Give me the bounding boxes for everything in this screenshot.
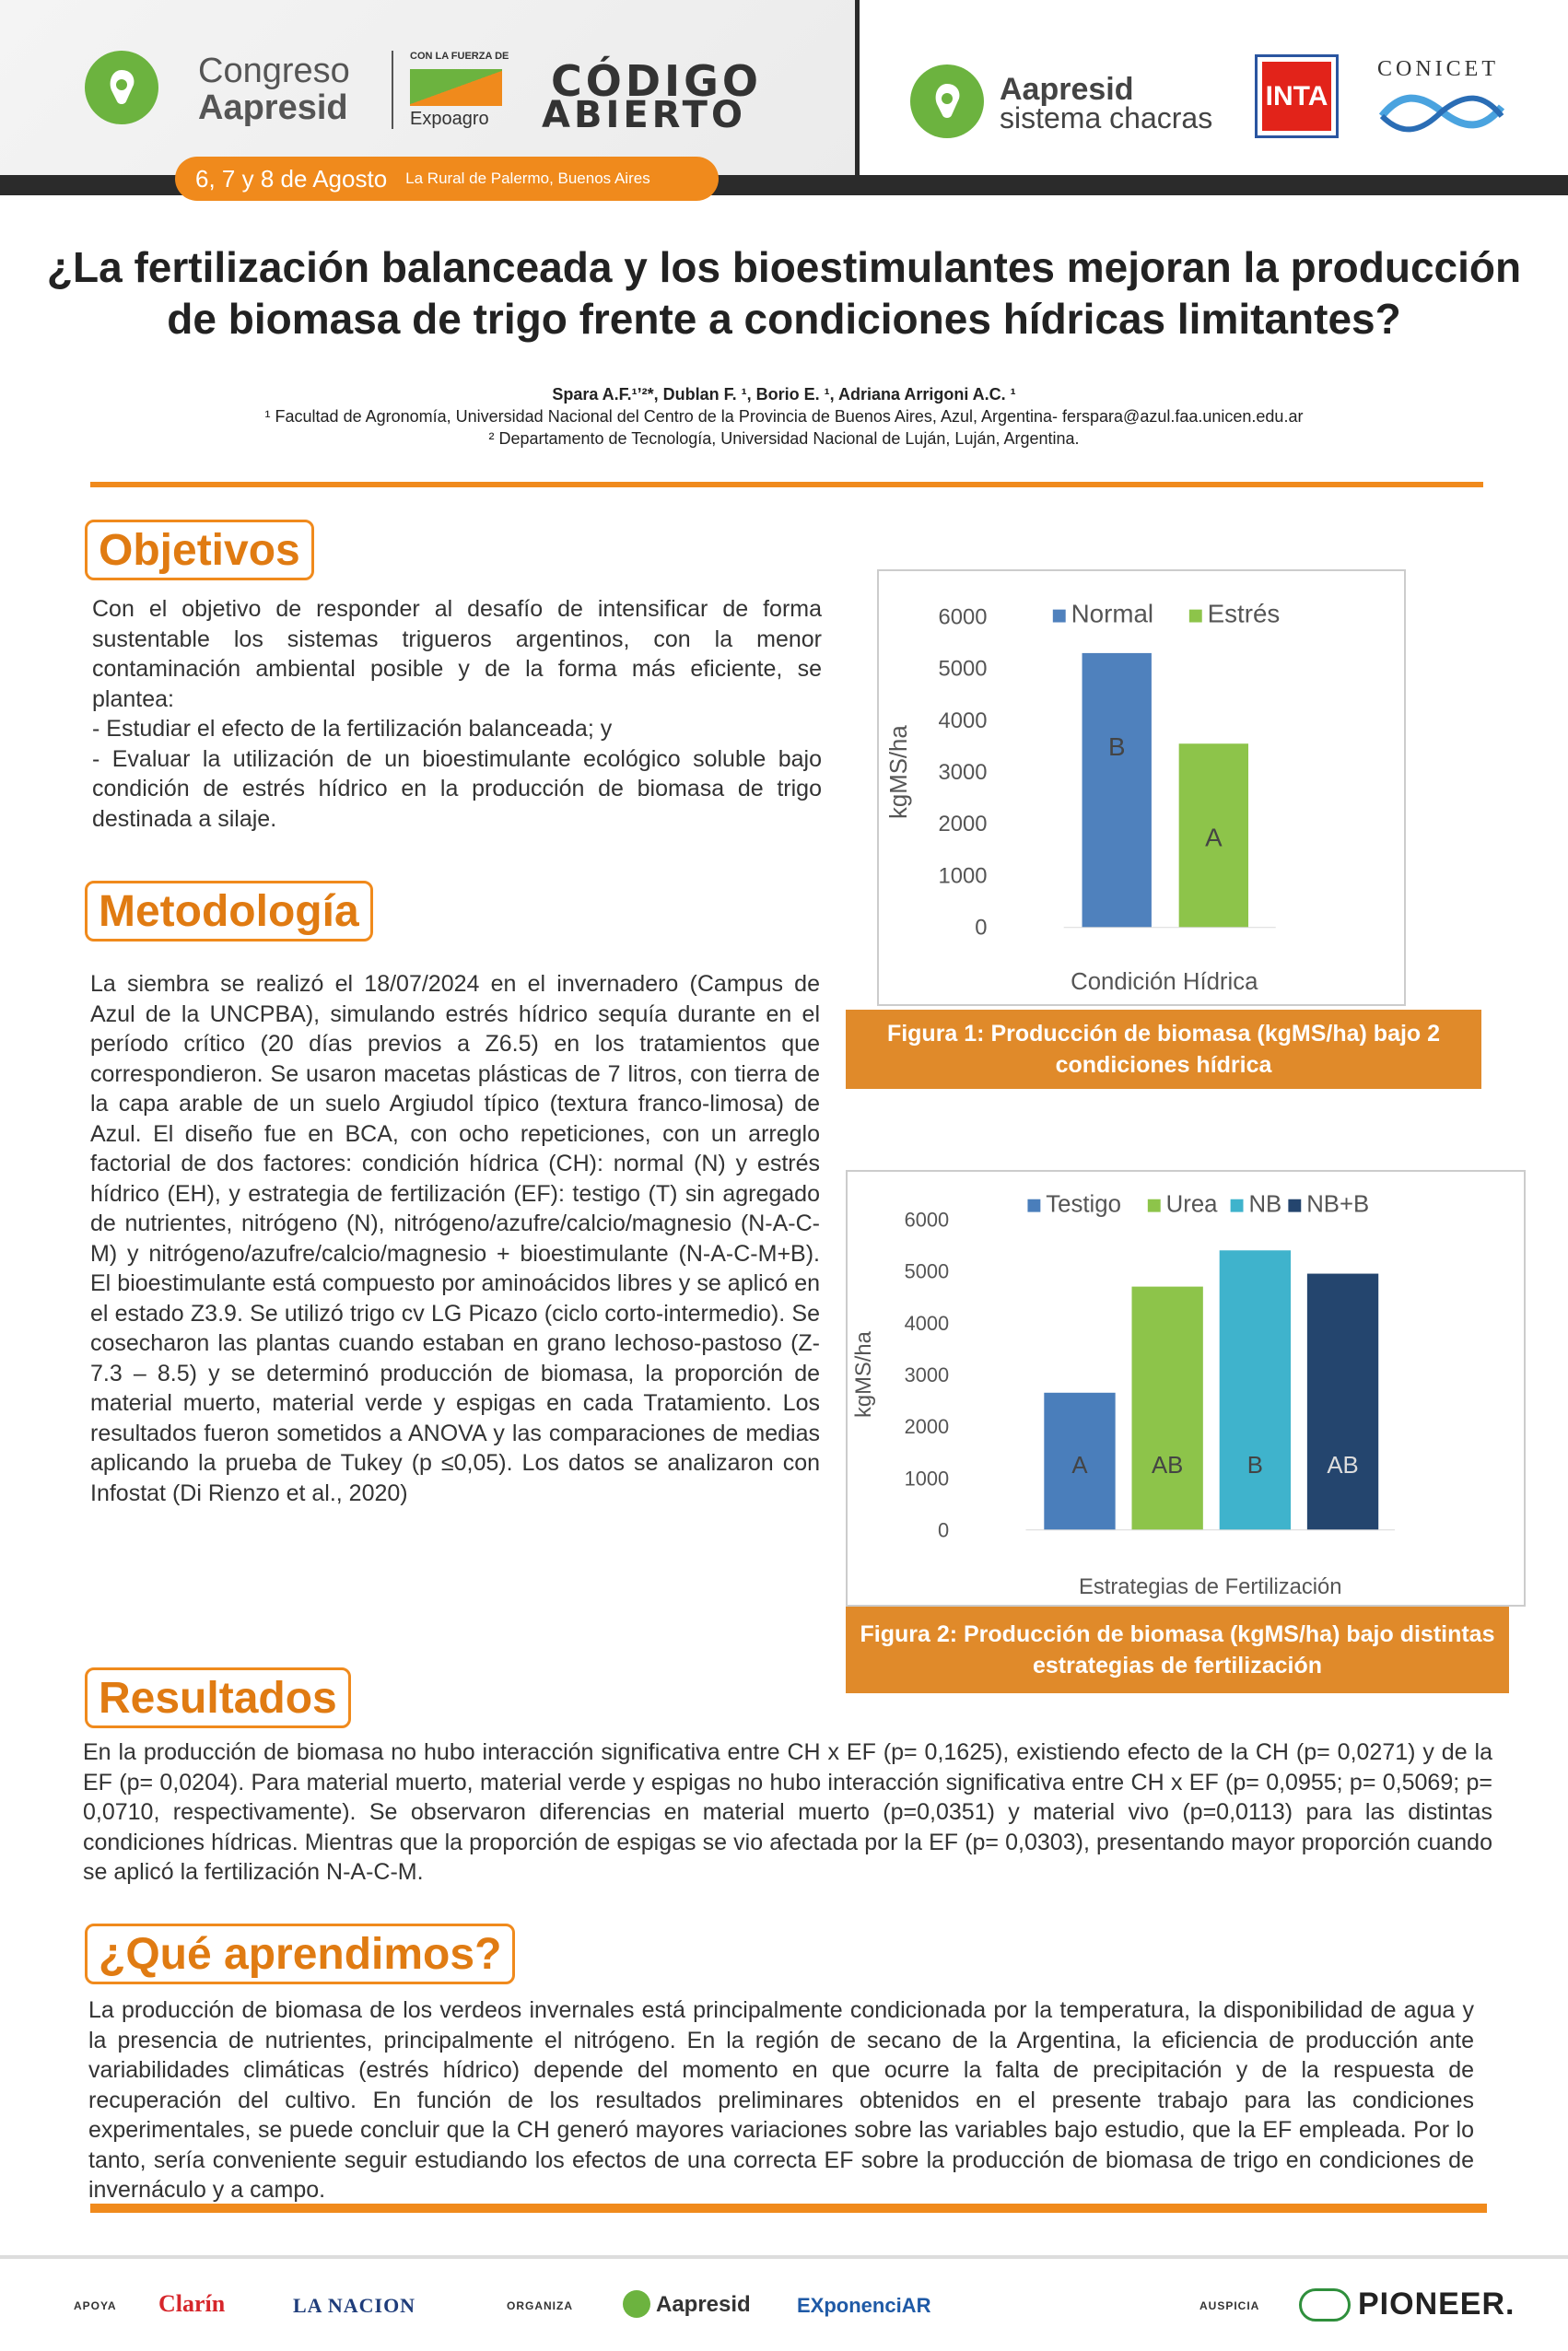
y-tick-label: 3000	[904, 1363, 950, 1387]
aapresid-line2: sistema chacras	[1000, 101, 1213, 135]
aapresid-line1: Aapresid	[1000, 72, 1134, 107]
affiliation-1: ¹ Facultad de Agronomía, Universidad Nacional del Centro de la Provincia de Buenos Aires, Azul, Argentina- ferspara@azul.faa.unicen.edu.ar	[264, 407, 1304, 426]
codigo-line2: ABIERTO	[542, 94, 746, 136]
footer-auspicia: AUSPICIA	[1199, 2299, 1260, 2312]
orange-rule-top	[90, 482, 1483, 487]
footer-aapresid-icon	[623, 2290, 650, 2318]
bar-significance-label: A	[1071, 1453, 1088, 1480]
aapresid-chacras-logo-icon	[910, 64, 984, 138]
objetivos-heading: Objetivos	[85, 520, 314, 580]
conicet-wave-icon	[1377, 88, 1506, 135]
legend-swatch	[1027, 1199, 1040, 1212]
footer-organiza: ORGANIZA	[507, 2299, 573, 2312]
header-divider	[855, 0, 860, 175]
bar-significance-label: AB	[1327, 1453, 1359, 1480]
legend-swatch	[1288, 1199, 1301, 1212]
inta-logo: INTA	[1258, 57, 1336, 135]
pioneer-icon	[1299, 2288, 1351, 2322]
title-line2: de biomasa de trigo frente a condiciones hídricas limitantes?	[167, 295, 1401, 343]
bar-significance-label: AB	[1151, 1453, 1184, 1480]
y-tick-label: 0	[938, 1518, 950, 1542]
congreso-line2: Aapresid	[198, 88, 348, 127]
y-tick-label: 6000	[904, 1208, 950, 1232]
aprendimos-text: La producción de biomasa de los verdeos invernales está principalmente condicionada por la temperatura, la disponibilidad de agua y la presencia de nutrientes, principalmente el nitrógeno. En la región de secano de la Argentina, la eficiencia de producción ante variabilidades climáticas (estrés hídrico) depende del momento en que ocurre la falta de precipitación y de la respuesta de recuperación del cultivo. En función de los resultados preliminares obtenidos en el presente trabajo para las condiciones experimentales, se puede concluir que la CH generó mayores variaciones sobre las variables bajo estudio, que la EF empleada. Por lo tanto, sería conveniente seguir estudiando los efectos de una correcta EF sobre la producción de biomasa de trigo en condiciones de invernáculo y a campo.	[88, 1997, 1474, 2203]
clarin-logo: Clarín	[158, 2290, 226, 2317]
bar	[1131, 1287, 1202, 1530]
header-separator	[392, 51, 393, 129]
exponenciar-logo: EXponenciAR	[797, 2294, 931, 2317]
bar-significance-label: A	[1205, 823, 1223, 852]
event-date: 6, 7 y 8 de Agosto	[195, 164, 388, 193]
congreso-logo-icon	[85, 51, 158, 124]
legend-swatch	[1231, 1199, 1244, 1212]
legend-label: Estrés	[1207, 599, 1281, 628]
expoagro-label: Expoagro	[410, 109, 489, 129]
codigo-line1: CÓDIGO	[551, 56, 763, 106]
resultados-heading: Resultados	[85, 1667, 351, 1728]
figure1-caption: Figura 1: Producción de biomasa (kgMS/ha) bajo 2 condiciones hídrica	[846, 1010, 1481, 1089]
legend-swatch	[1053, 610, 1066, 623]
legend-label: NB	[1248, 1191, 1282, 1218]
orange-rule-bottom	[90, 2204, 1487, 2213]
expoagro-flag-icon	[410, 69, 502, 106]
bar-significance-label: B	[1107, 731, 1126, 761]
y-tick-label: 1000	[904, 1467, 950, 1491]
y-tick-label: 5000	[938, 656, 988, 682]
congreso-line1: Congreso	[198, 52, 350, 90]
poster-title	[0, 241, 1568, 345]
y-tick-label: 3000	[938, 760, 988, 786]
title-line1: ¿La fertilización balanceada y los bioestimulantes mejoran la producción	[46, 243, 1522, 291]
pioneer-logo: PIONEER.	[1358, 2287, 1515, 2322]
event-venue: La Rural de Palermo, Buenos Aires	[405, 170, 650, 187]
y-axis-label: kgMS/ha	[850, 1331, 876, 1419]
legend-label: Testigo	[1046, 1191, 1121, 1218]
x-axis-label: Condición Hídrica	[1071, 969, 1258, 996]
aprendimos-heading: ¿Qué aprendimos?	[85, 1924, 515, 1984]
footer-aapresid: Aapresid	[656, 2292, 751, 2317]
y-tick-label: 4000	[938, 708, 988, 733]
bar	[1307, 1274, 1378, 1530]
metodologia-heading: Metodología	[85, 881, 373, 942]
y-tick-label: 2000	[938, 812, 988, 837]
figure2-caption: Figura 2: Producción de biomasa (kgMS/ha) bajo distintas estrategias de fertilización	[846, 1607, 1509, 1693]
y-tick-label: 2000	[904, 1415, 950, 1439]
lanacion-logo: LA NACION	[293, 2294, 416, 2317]
y-tick-label: 5000	[904, 1259, 950, 1283]
authors: Spara A.F.¹ʼ²*, Dublan F. ¹, Borio E. ¹, Adriana Arrigoni A.C. ¹	[552, 385, 1016, 404]
objetivos-paragraph: Con el objetivo de responder al desafío de intensificar de forma sustentable los sistemas trigueros argentinos, con la menor contaminación ambiental posible y de la forma más eficiente, se plantea:	[92, 596, 822, 712]
y-tick-label: 6000	[938, 604, 988, 630]
legend-label: Normal	[1071, 599, 1154, 628]
con-la-fuerza-label: CON LA FUERZA DE	[410, 51, 509, 62]
conicet-label: CONICET	[1377, 57, 1499, 81]
y-tick-label: 1000	[938, 863, 988, 889]
objetivos-text	[92, 594, 822, 834]
footer-apoya: APOYA	[74, 2299, 117, 2312]
metodologia-text: La siembra se realizó el 18/07/2024 en el invernadero (Campus de Azul de la UNCPBA), simulando estrés hídrico sequía durante en el período crítico (20 días previos a Z6.5) en los tratamientos que correspondieron. Se usaron macetas plásticas de 7 litros, con tierra de la capa arable de un suelo Argiudol típico (textura franco-limosa) de Azul. El diseño fue en BCA, con ocho repeticiones, con un arreglo factorial de dos factores: condición hídrica (CH): normal (N) y estrés hídrico (EH), y estrategia de fertilización (EF): testigo (T) sin agregado de nutrientes, nitrógeno (N), nitrógeno/azufre/calcio/magnesio (N-A-C-M) y nitrógeno/azufre/calcio/magnesio + bioestimulante (N-A-C-M+B). El bioestimulante está compuesto por aminoácidos libres y se aplicó en el estado Z3.9. Se utilizó trigo cv LG Picazo (ciclo corto-intermedio). Se cosecharon las plantas cuando estaban en grano lechoso-pastoso (Z-7.3 – 8.5) y se determinó producción de biomasa, la proporción de material muerto, material verde y espigas en cada Tratamiento. Los resultados fueron sometidos a ANOVA y las comparaciones de medias aplicando la prueba de Tukey (p ≤0,05). Los datos se analizaron con Infostat (Di Rienzo et al., 2020)	[90, 971, 820, 1506]
y-tick-label: 4000	[904, 1311, 950, 1335]
resultados-text: En la producción de biomasa no hubo interacción significativa entre CH x EF (p= 0,1625), existiendo efecto de la CH (p= 0,0271) y de la EF (p= 0,0204). Para material muerto, material verde y espigas no hubo interacción significativa entre CH x EF (p= 0,0955; p= 0,5069; p= 0,0710, respectivamente). Se observaron diferencias en material muerto (p=0,0351) y material vivo (p=0,0113) para las distintas condiciones hídricas. Mientras que la proporción de espigas se vio afectada por la EF (p= 0,0303), presentando mayor proporción cuando se aplicó la fertilización N-A-C-M.	[83, 1739, 1492, 1885]
bar	[1082, 653, 1152, 928]
legend-label: Urea	[1165, 1191, 1218, 1218]
bar-significance-label: B	[1246, 1453, 1263, 1480]
legend-swatch	[1189, 610, 1202, 623]
figure1-chart	[877, 569, 1406, 1006]
x-axis-label: Estrategias de Fertilización	[1079, 1574, 1342, 1600]
objetivos-bullet-1: - Estudiar el efecto de la fertilización balanceada; y	[92, 716, 613, 742]
y-axis-label: kgMS/ha	[886, 725, 913, 819]
footer-divider	[0, 2255, 1568, 2259]
event-date-pill	[175, 157, 719, 201]
y-tick-label: 0	[975, 915, 988, 941]
legend-label: NB+B	[1306, 1191, 1370, 1218]
bar	[1220, 1250, 1291, 1529]
objetivos-bullet-2: - Evaluar la utilización de un bioestimulante ecológico soluble bajo condición de estrés hídrico en la producción de biomasa de trigo destinada a silaje.	[92, 745, 822, 832]
affiliation-2: ² Departamento de Tecnología, Universidad Nacional de Luján, Luján, Argentina.	[488, 429, 1080, 448]
legend-swatch	[1148, 1199, 1161, 1212]
figure2-chart	[846, 1170, 1526, 1607]
